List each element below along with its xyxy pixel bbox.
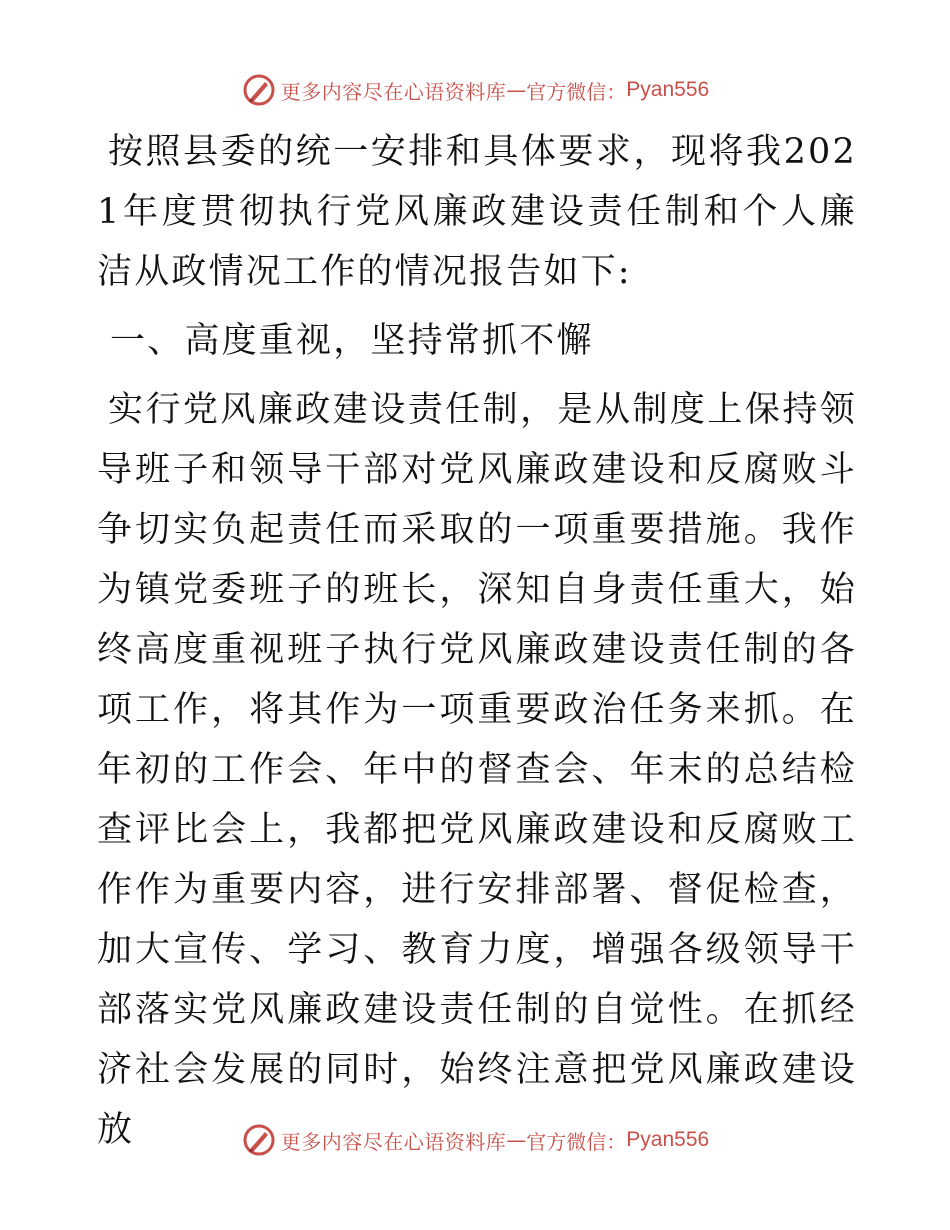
banner-wechat-label: 官方微信：	[526, 79, 627, 104]
footer-watermark-banner	[0, 1120, 950, 1160]
banner-main-text: 更多内容尽在心语资料库	[280, 1129, 507, 1154]
banner-main-text: 更多内容尽在心语资料库	[280, 79, 507, 104]
section-body-paragraph: 实行党风廉政建设责任制，是从制度上保持领导班子和领导干部对党风廉政建设和反腐败斗争切实负起责任而采取的一项重要措施。我作为镇党委班子的班长，深知自身责任重大，始终高度重视班子执行党风廉政建设责任制的各项工作，将其作为一项重要政治任务来抓。在年初的工作会、年中的督查会、年末的总结检查评比会上，我都把党风廉政建设和反腐败工作作为重要内容，进行安排部署、督促检查，加大宣传、学习、教育力度，增强各级领导干部落实党风廉政建设责任制的自觉性。在抓经济社会发展的同时，始终注意把党风廉政建设放	[97, 390, 857, 1150]
banner-wechat-id: Pyan556	[626, 78, 710, 101]
banner-wechat-label: 官方微信：	[526, 1129, 627, 1154]
banner-wechat-id: Pyan556	[626, 1128, 710, 1151]
pen-logo-icon	[241, 1122, 277, 1158]
section-heading: 一、高度重视，坚持常抓不懈	[110, 321, 594, 361]
intro-paragraph: 按照县委的统一安排和具体要求，现将我2021年度贯彻执行党风廉政建设责任制和个人廉洁从政情况工作的情况报告如下:	[97, 132, 857, 292]
banner-dash: —	[506, 1128, 527, 1152]
header-watermark-banner	[0, 70, 950, 110]
banner-dash: —	[506, 78, 527, 102]
pen-logo-icon	[241, 72, 277, 108]
document-body	[97, 122, 857, 1160]
